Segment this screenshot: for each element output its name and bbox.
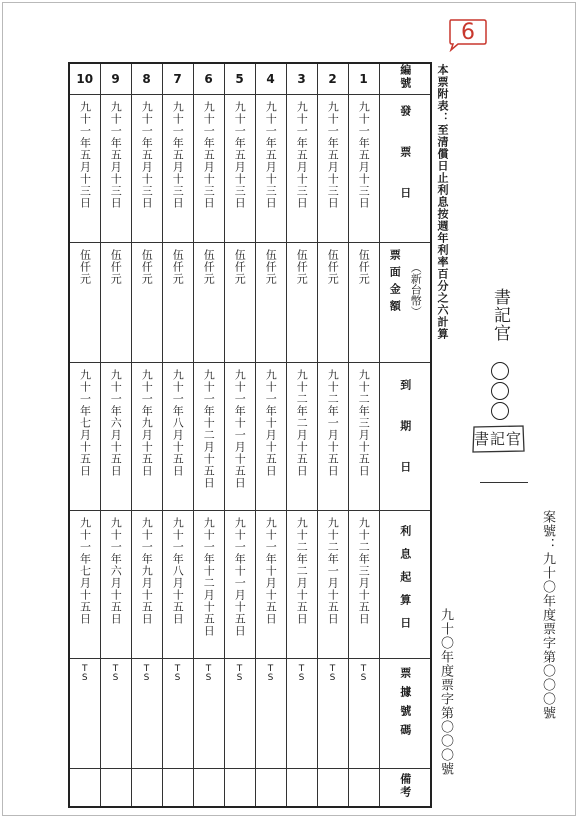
ticket-letter: T bbox=[174, 664, 181, 674]
clerk-name-placeholder bbox=[488, 362, 514, 422]
circle-placeholder-icon bbox=[491, 382, 509, 400]
cell-remarks bbox=[193, 769, 224, 807]
ticket-letter: S bbox=[267, 673, 274, 684]
row-ticket-no bbox=[69, 659, 431, 769]
cell-issue-date: 九十一年五月十三日 bbox=[193, 95, 224, 243]
cell-amount: 伍仟元 bbox=[69, 243, 100, 363]
row-due-date bbox=[69, 363, 431, 511]
cell-amount: 伍仟元 bbox=[317, 243, 348, 363]
header-interest-start: 利息起算日 bbox=[379, 511, 431, 659]
cell-due-date: 九十一年十月十五日 bbox=[255, 363, 286, 511]
cell-number: 5 bbox=[224, 63, 255, 95]
cell-amount: 伍仟元 bbox=[131, 243, 162, 363]
ticket-letter: T bbox=[360, 664, 367, 674]
ticket-letter: T bbox=[329, 664, 336, 674]
header-amount: 票面金額 （新台幣） bbox=[379, 243, 431, 363]
cell-interest-start: 九十一年六月十五日 bbox=[100, 511, 131, 659]
cell-number: 4 bbox=[255, 63, 286, 95]
cell-ticket-no bbox=[131, 659, 162, 769]
cell-issue-date: 九十一年五月十三日 bbox=[348, 95, 379, 243]
table-note: 本票附表：至清償日止利息按週年利率百分之六計算 bbox=[436, 64, 449, 340]
cell-remarks bbox=[317, 769, 348, 807]
cell-interest-start: 九十二年二月十五日 bbox=[286, 511, 317, 659]
cell-amount: 伍仟元 bbox=[286, 243, 317, 363]
cell-issue-date: 九十一年五月十三日 bbox=[69, 95, 100, 243]
cell-ticket-no bbox=[100, 659, 131, 769]
cell-ticket-no bbox=[286, 659, 317, 769]
ticket-letter: T bbox=[82, 664, 88, 674]
cell-remarks bbox=[224, 769, 255, 807]
cell-number: 9 bbox=[100, 63, 131, 95]
cell-number: 3 bbox=[286, 63, 317, 95]
ticket-letter: S bbox=[112, 673, 119, 684]
cell-amount: 伍仟元 bbox=[162, 243, 193, 363]
circle-placeholder-icon bbox=[491, 362, 509, 380]
ticket-letter: T bbox=[298, 664, 305, 674]
cell-number: 8 bbox=[131, 63, 162, 95]
page-number-badge bbox=[448, 18, 488, 50]
promissory-note-table bbox=[68, 62, 432, 808]
cell-amount: 伍仟元 bbox=[224, 243, 255, 363]
header-remarks: 備考 bbox=[379, 769, 431, 807]
cell-due-date: 九十一年七月十五日 bbox=[69, 363, 100, 511]
header-due-date: 到期日 bbox=[379, 363, 431, 511]
header-issue-date: 發票日 bbox=[379, 95, 431, 243]
cell-amount: 伍仟元 bbox=[348, 243, 379, 363]
cell-remarks bbox=[286, 769, 317, 807]
cell-ticket-no bbox=[348, 659, 379, 769]
cell-interest-start: 九十一年七月十五日 bbox=[69, 511, 100, 659]
cell-interest-start: 九十一年九月十五日 bbox=[131, 511, 162, 659]
cell-ticket-no bbox=[162, 659, 193, 769]
cell-number: 10 bbox=[69, 63, 100, 95]
cell-number: 7 bbox=[162, 63, 193, 95]
cell-due-date: 九十二年二月十五日 bbox=[286, 363, 317, 511]
cell-interest-start: 九十一年十月十五日 bbox=[255, 511, 286, 659]
row-interest-start bbox=[69, 511, 431, 659]
cell-remarks bbox=[255, 769, 286, 807]
signature-line bbox=[480, 482, 528, 483]
cell-interest-start: 九十一年十一月十五日 bbox=[224, 511, 255, 659]
cell-ticket-no bbox=[255, 659, 286, 769]
row-number bbox=[69, 63, 431, 95]
cell-due-date: 九十一年六月十五日 bbox=[100, 363, 131, 511]
case-number-bottom: 九十〇年度票字第〇〇〇號 bbox=[438, 608, 453, 776]
cell-remarks bbox=[100, 769, 131, 807]
ticket-letter: S bbox=[174, 673, 181, 684]
cell-number: 6 bbox=[193, 63, 224, 95]
header-ticket-no: 票據號碼 bbox=[379, 659, 431, 769]
ticket-letter: S bbox=[81, 673, 88, 684]
cell-ticket-no bbox=[193, 659, 224, 769]
cell-due-date: 九十二年一月十五日 bbox=[317, 363, 348, 511]
case-number-right: 案號：九十〇年度票字第〇〇〇號 bbox=[540, 510, 555, 720]
row-amount bbox=[69, 243, 431, 363]
ticket-letter: S bbox=[205, 673, 212, 684]
cell-amount: 伍仟元 bbox=[193, 243, 224, 363]
cell-issue-date: 九十一年五月十三日 bbox=[255, 95, 286, 243]
cell-issue-date: 九十一年五月十三日 bbox=[317, 95, 348, 243]
ticket-letter: S bbox=[236, 673, 243, 684]
cell-issue-date: 九十一年五月十三日 bbox=[100, 95, 131, 243]
cell-number: 1 bbox=[348, 63, 379, 95]
cell-ticket-no bbox=[317, 659, 348, 769]
cell-amount: 伍仟元 bbox=[100, 243, 131, 363]
cell-remarks bbox=[131, 769, 162, 807]
cell-interest-start: 九十一年八月十五日 bbox=[162, 511, 193, 659]
ticket-letter: T bbox=[236, 664, 243, 674]
page-number: 6 bbox=[461, 20, 475, 45]
cell-due-date: 九十一年十二月十五日 bbox=[193, 363, 224, 511]
ticket-letter: T bbox=[267, 664, 274, 674]
cell-issue-date: 九十一年五月十三日 bbox=[286, 95, 317, 243]
clerk-seal-stamp bbox=[470, 424, 526, 454]
ticket-letter: T bbox=[112, 664, 119, 674]
cell-remarks bbox=[69, 769, 100, 807]
cell-issue-date: 九十一年五月十三日 bbox=[224, 95, 255, 243]
cell-issue-date: 九十一年五月十三日 bbox=[131, 95, 162, 243]
cell-due-date: 九十二年三月十五日 bbox=[348, 363, 379, 511]
cell-interest-start: 九十二年一月十五日 bbox=[317, 511, 348, 659]
circle-placeholder-icon bbox=[491, 402, 509, 420]
cell-due-date: 九十一年九月十五日 bbox=[131, 363, 162, 511]
clerk-title: 書記官 bbox=[490, 288, 510, 342]
cell-interest-start: 九十二年三月十五日 bbox=[348, 511, 379, 659]
cell-due-date: 九十一年十一月十五日 bbox=[224, 363, 255, 511]
ticket-letter: S bbox=[143, 673, 150, 684]
row-remarks bbox=[69, 769, 431, 807]
ticket-letter: S bbox=[360, 673, 367, 684]
seal-text: 書記官 bbox=[473, 430, 522, 448]
cell-issue-date: 九十一年五月十三日 bbox=[162, 95, 193, 243]
ticket-letter: T bbox=[205, 664, 212, 674]
ticket-letter: S bbox=[329, 673, 336, 684]
cell-interest-start: 九十一年十二月十五日 bbox=[193, 511, 224, 659]
cell-ticket-no bbox=[69, 659, 100, 769]
cell-due-date: 九十一年八月十五日 bbox=[162, 363, 193, 511]
cell-remarks bbox=[348, 769, 379, 807]
cell-number: 2 bbox=[317, 63, 348, 95]
cell-remarks bbox=[162, 769, 193, 807]
ticket-letter: S bbox=[298, 673, 305, 684]
cell-ticket-no bbox=[224, 659, 255, 769]
ticket-letter: T bbox=[143, 664, 150, 674]
header-number: 編號 bbox=[379, 63, 431, 95]
cell-amount: 伍仟元 bbox=[255, 243, 286, 363]
row-issue-date bbox=[69, 95, 431, 243]
